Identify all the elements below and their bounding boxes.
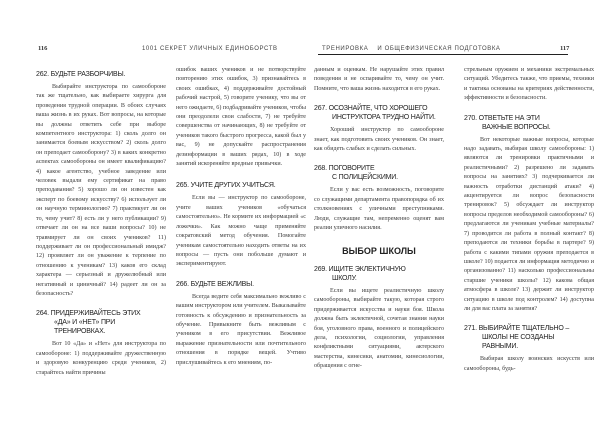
heading-265: 265. УЧИТЕ ДРУГИХ УЧИТЬСЯ. — [176, 182, 276, 190]
paragraph-267: Хороший инструктор по самообороне знает, как подготовить своих учеников. Он знает, как обидеть слабых и сделать сильных. — [314, 127, 444, 153]
column-1 — [36, 62, 166, 378]
paragraph-269: Если вы ищете реалистичную школу самообороны, выбирайте такую, которая строго придерживается искусства и науки боя. Школа должна быть эклектичной, сочетая знания науки боя, уголовного права, военного и полицейского дела, психологии, социологии, управления конфликтными ситуациями, актерского мастерства, кинесики, анатомии, кинесиологии, обращения с огне- — [314, 287, 444, 370]
paragraph-263-continued: ошибок ваших учеников и не потворствуйте повторению этих ошибок, 3) признавайтесь в своих ошибках, 4) поддерживайте достойный рабочий настрой, 5) говорите ученику, что вы от него ожидаете, 6) подбадривайте учеников, чтобы они преодолели свои слабости, 7) не требуйте совершенства от начинающих, 8) не требуйте от учеников такого быстрого прогресса, какой был у вас, 9) не допускайте распространения дезинформации в ваших рядах, 10) в ходе занятий искореняйте вредные привычки. — [176, 67, 306, 168]
right-page-number: 117 — [560, 45, 570, 52]
heading-271: 271. ВЫБИРАЙТЕ ТЩАТЕЛЬНО – ШКОЛЫ НЕ СОЗДАНЫ РАВНЫМИ. — [464, 325, 570, 351]
right-running-title: ТРЕНИРОВКА И ОБЩЕФИЗИЧЕСКАЯ ПОДГОТОВКА — [322, 46, 501, 52]
heading-269: 269. ИЩИТЕ ЭКЛЕКТИЧНУЮ ШКОЛУ. — [314, 265, 406, 282]
left-page-number: 116 — [38, 45, 48, 52]
heading-267: 267. ОСОЗНАЙТЕ, ЧТО ХОРОШЕГО ИНСТРУКТОРА ТРУДНО НАЙТИ. — [314, 105, 436, 122]
paragraph-270: Вот некоторые важные вопросы, которые надо задавать, выбирая школу самообороны: 1) являются ли тренировки практичными и реалистичными? 2) разрешено ли задавать вопросы на занятиях? 3) подчеркивается ли важность отработки дистанций атаки? 4) акцентируется ли вопрос безопасности тренировок? 5) обсуждает ли инструктор вопросы пределов необходимой самообороны? 6) предлагаются ли ученикам учебные материалы? 7) проводится ли работа в полный контакт? 8) преподаются ли техники борьбы в партере? 9) работа с какими типами оружия преподается в школе? 10) подается ли информация методично и организованно? 11) насколько профессиональны старшие ученики школы? 12) какова общая атмосфера в школе? 13) держит ли инструктор ситуацию в школе под контролем? 14) доступна ли для вас плата за занятия? — [464, 136, 594, 312]
header-rule — [318, 54, 568, 55]
heading-264: 264. ПРИДЕРЖИВАЙТЕСЬ ЭТИХ «ДА» И «НЕТ» ПРИ ТРЕНИРОВКАХ. — [36, 310, 141, 336]
paragraph-268: Если у вас есть возможность, поговорите со служащими департамента правопорядка об их столкновениях с уличными преступниками. Люди, служащие там, непременно оценят вам реалии уличного насилия. — [314, 187, 444, 232]
paragraph-269-continued: стрельным оружием и механики экстремальных ситуаций. Убедитесь также, что приемы, техники и тактика основаны на критериях действенности, эффективности и безопасности. — [464, 67, 594, 102]
heading-262: 262. БУДЬТЕ РАЗБОРЧИВЫ. — [36, 71, 126, 78]
paragraph-271: Выбирая школу воинских искусств или самообороны, будь- — [464, 356, 594, 372]
column-2 — [176, 66, 306, 368]
column-4 — [464, 66, 594, 374]
paragraph-266-continued: данным и оценкам. Не нарушайте этих правил поведения и не оспаривайте то, чему он учит. Помните, что ваша жизнь находится в его руках. — [314, 67, 444, 92]
paragraph-262: Выбирайте инструктора по самообороне так же тщательно, как выбираете хирурга для проведения трудной операции. В обоих случаях ваша жизнь в их руках. Вот вопросы, на которые вы должны ответить себе при выборе компетентного инструктора: 1) сколь долго он занимается боевым искусством? 2) сколь долго он преподает самооборону? 3) в каких конкретно аспектах самообороны он имеет квалификацию? 4) какое агентство, учебное заведение или человек выдали ему сертификат на право преподавания? 5) хорошо ли он известен как эксперт по боевому искусству? 6) использует ли он научную терминологию? 7) практикует ли он то, чему учит? 8) есть ли у него публикации? 9) отвечает ли он на все ваши вопросы? 10) не травмирует ли он своих учеников? 11) поддерживает ли он профессиональный имидж? 12) проявляет ли он уважение к терпение по отношению к ученикам? 13) каков его склад характера — серьезный и дружелюбный или негативный и циничный? 14) радеет ли он за безопасность? — [36, 84, 166, 297]
paragraph-266: Всегда ведите себя максимально вежливо с вашим инструктором или учителем. Выказывайте готовность к обсуждению и признательность за обучение. Привыкните быть вежливым с учеником в его присутствии. Вежливое выражение признательности или почтительного отношения в порядке вещей. Учтиво прислушивайтесь к его мнениям, по- — [176, 293, 306, 366]
paragraph-264: Вот 10 «Да» и «Нет» для инструктора по самообороне: 1) поддерживайте дружественную и здоровую конкуренцию среди учеников, 2) старайтесь найти причины — [36, 341, 166, 376]
heading-270: 270. ОТВЕТЬТЕ НА ЭТИ ВАЖНЫЕ ВОПРОСЫ. — [464, 114, 551, 131]
paragraph-265: Если вы — инструктор по самообороне, учите ваших учеников «обучаться самостоятельно». Не кормите их информацией «с ложечки». Как можно чаще применяйте сократовский метод обучения. Помогайте ученикам самостоятельно находить ответы на их вопросы — пусть они побольше думают и экспериментируют. — [176, 195, 306, 268]
left-running-title: 1001 СЕКРЕТ УЛИЧНЫХ ЕДИНОБОРСТВ — [142, 46, 278, 52]
heading-266: 266. БУДЬТЕ ВЕЖЛИВЫ. — [176, 280, 254, 288]
column-3 — [314, 66, 444, 372]
section-title: ВЫБОР ШКОЛЫ — [342, 246, 416, 257]
heading-268: 268. ПОГОВОРИТЕ С ПОЛИЦЕЙСКИМИ. — [314, 165, 398, 182]
